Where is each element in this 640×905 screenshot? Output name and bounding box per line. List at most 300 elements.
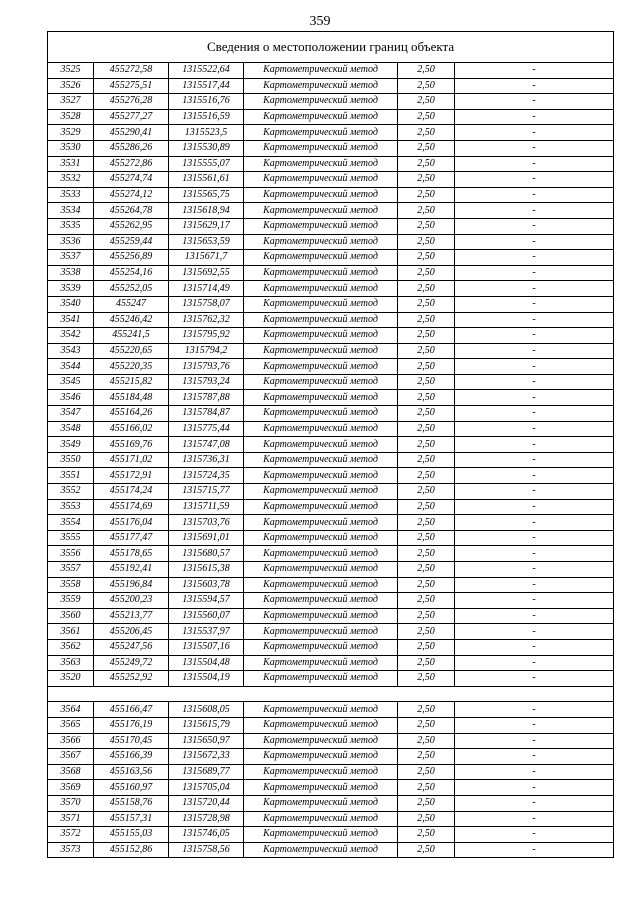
table-row [48, 608, 614, 624]
table-row [48, 639, 614, 655]
cell-description: - [455, 281, 614, 297]
cell-description: - [455, 94, 614, 110]
cell-method: Картометрический метод [244, 109, 398, 125]
cell-point-number: 3550 [48, 452, 94, 468]
cell-accuracy: 2,50 [398, 499, 455, 515]
cell-description: - [455, 437, 614, 453]
cell-method: Картометрический метод [244, 733, 398, 749]
cell-method: Картометрический метод [244, 484, 398, 500]
cell-accuracy: 2,50 [398, 250, 455, 266]
cell-description: - [455, 406, 614, 422]
cell-description: - [455, 530, 614, 546]
cell-x-coordinate: 455152,86 [94, 842, 169, 858]
cell-description: - [455, 749, 614, 765]
cell-x-coordinate: 455215,82 [94, 374, 169, 390]
cell-y-coordinate: 1315608,05 [169, 702, 244, 718]
cell-point-number: 3568 [48, 764, 94, 780]
cell-x-coordinate: 455172,91 [94, 468, 169, 484]
cell-accuracy: 2,50 [398, 717, 455, 733]
cell-x-coordinate: 455246,42 [94, 312, 169, 328]
cell-accuracy: 2,50 [398, 577, 455, 593]
cell-point-number: 3573 [48, 842, 94, 858]
table-row [48, 187, 614, 203]
table-row [48, 562, 614, 578]
cell-y-coordinate: 1315603,78 [169, 577, 244, 593]
cell-description: - [455, 218, 614, 234]
cell-y-coordinate: 1315680,57 [169, 546, 244, 562]
table-row [48, 421, 614, 437]
cell-point-number: 3533 [48, 187, 94, 203]
table-row [48, 437, 614, 453]
separator-cell [48, 686, 614, 702]
table-row [48, 811, 614, 827]
cell-x-coordinate: 455272,58 [94, 63, 169, 79]
cell-point-number: 3566 [48, 733, 94, 749]
cell-point-number: 3565 [48, 717, 94, 733]
cell-x-coordinate: 455174,24 [94, 484, 169, 500]
cell-method: Картометрический метод [244, 655, 398, 671]
cell-y-coordinate: 1315565,75 [169, 187, 244, 203]
table-row [48, 390, 614, 406]
table-row [48, 671, 614, 687]
cell-y-coordinate: 1315747,08 [169, 437, 244, 453]
cell-y-coordinate: 1315758,56 [169, 842, 244, 858]
cell-point-number: 3534 [48, 203, 94, 219]
table-row [48, 468, 614, 484]
cell-accuracy: 2,50 [398, 265, 455, 281]
cell-point-number: 3571 [48, 811, 94, 827]
cell-y-coordinate: 1315615,38 [169, 562, 244, 578]
table-row [48, 109, 614, 125]
cell-accuracy: 2,50 [398, 780, 455, 796]
cell-description: - [455, 374, 614, 390]
cell-description: - [455, 187, 614, 203]
cell-accuracy: 2,50 [398, 78, 455, 94]
cell-point-number: 3537 [48, 250, 94, 266]
cell-description: - [455, 655, 614, 671]
cell-y-coordinate: 1315516,59 [169, 109, 244, 125]
cell-method: Картометрический метод [244, 328, 398, 344]
cell-x-coordinate: 455274,74 [94, 172, 169, 188]
cell-method: Картометрический метод [244, 296, 398, 312]
cell-method: Картометрический метод [244, 811, 398, 827]
table-row [48, 78, 614, 94]
table-row [48, 733, 614, 749]
cell-accuracy: 2,50 [398, 406, 455, 422]
cell-description: - [455, 515, 614, 531]
cell-point-number: 3570 [48, 795, 94, 811]
cell-y-coordinate: 1315728,98 [169, 811, 244, 827]
cell-x-coordinate: 455170,45 [94, 733, 169, 749]
cell-point-number: 3555 [48, 530, 94, 546]
cell-x-coordinate: 455241,5 [94, 328, 169, 344]
cell-y-coordinate: 1315736,31 [169, 452, 244, 468]
cell-method: Картометрический метод [244, 125, 398, 141]
table-row [48, 484, 614, 500]
cell-y-coordinate: 1315629,17 [169, 218, 244, 234]
cell-point-number: 3525 [48, 63, 94, 79]
cell-y-coordinate: 1315793,76 [169, 359, 244, 375]
cell-method: Картометрический метод [244, 359, 398, 375]
cell-method: Картометрический метод [244, 218, 398, 234]
cell-description: - [455, 780, 614, 796]
cell-y-coordinate: 1315504,48 [169, 655, 244, 671]
cell-y-coordinate: 1315615,79 [169, 717, 244, 733]
table-row [48, 702, 614, 718]
cell-method: Картометрический метод [244, 562, 398, 578]
cell-description: - [455, 140, 614, 156]
cell-description: - [455, 296, 614, 312]
cell-x-coordinate: 455160,97 [94, 780, 169, 796]
cell-method: Картометрический метод [244, 234, 398, 250]
table-row [48, 281, 614, 297]
cell-y-coordinate: 1315784,87 [169, 406, 244, 422]
table-row [48, 764, 614, 780]
cell-point-number: 3548 [48, 421, 94, 437]
cell-point-number: 3569 [48, 780, 94, 796]
table-row [48, 125, 614, 141]
cell-method: Картометрический метод [244, 530, 398, 546]
cell-description: - [455, 593, 614, 609]
cell-method: Картометрический метод [244, 94, 398, 110]
cell-accuracy: 2,50 [398, 234, 455, 250]
cell-method: Картометрический метод [244, 140, 398, 156]
cell-x-coordinate: 455220,65 [94, 343, 169, 359]
cell-point-number: 3552 [48, 484, 94, 500]
cell-x-coordinate: 455259,44 [94, 234, 169, 250]
cell-point-number: 3544 [48, 359, 94, 375]
cell-description: - [455, 499, 614, 515]
cell-point-number: 3572 [48, 827, 94, 843]
cell-description: - [455, 156, 614, 172]
cell-y-coordinate: 1315794,2 [169, 343, 244, 359]
table-row [48, 795, 614, 811]
cell-accuracy: 2,50 [398, 156, 455, 172]
cell-point-number: 3561 [48, 624, 94, 640]
cell-accuracy: 2,50 [398, 328, 455, 344]
cell-x-coordinate: 455252,92 [94, 671, 169, 687]
table-row [48, 717, 614, 733]
cell-accuracy: 2,50 [398, 468, 455, 484]
cell-y-coordinate: 1315703,76 [169, 515, 244, 531]
cell-y-coordinate: 1315714,49 [169, 281, 244, 297]
cell-x-coordinate: 455164,26 [94, 406, 169, 422]
cell-accuracy: 2,50 [398, 343, 455, 359]
cell-description: - [455, 265, 614, 281]
cell-method: Картометрический метод [244, 172, 398, 188]
cell-accuracy: 2,50 [398, 795, 455, 811]
cell-accuracy: 2,50 [398, 749, 455, 765]
cell-y-coordinate: 1315537,97 [169, 624, 244, 640]
cell-method: Картометрический метод [244, 63, 398, 79]
cell-accuracy: 2,50 [398, 827, 455, 843]
cell-description: - [455, 811, 614, 827]
table-row [48, 780, 614, 796]
cell-x-coordinate: 455220,35 [94, 359, 169, 375]
cell-method: Картометрический метод [244, 593, 398, 609]
cell-accuracy: 2,50 [398, 671, 455, 687]
table-row [48, 842, 614, 858]
cell-y-coordinate: 1315762,32 [169, 312, 244, 328]
cell-method: Картометрический метод [244, 452, 398, 468]
cell-point-number: 3559 [48, 593, 94, 609]
cell-description: - [455, 608, 614, 624]
cell-accuracy: 2,50 [398, 203, 455, 219]
cell-description: - [455, 468, 614, 484]
cell-y-coordinate: 1315793,24 [169, 374, 244, 390]
cell-x-coordinate: 455176,19 [94, 717, 169, 733]
cell-description: - [455, 172, 614, 188]
cell-y-coordinate: 1315720,44 [169, 795, 244, 811]
table-row [48, 624, 614, 640]
cell-accuracy: 2,50 [398, 125, 455, 141]
cell-description: - [455, 717, 614, 733]
cell-x-coordinate: 455247 [94, 296, 169, 312]
cell-method: Картометрический метод [244, 421, 398, 437]
cell-method: Картометрический метод [244, 702, 398, 718]
cell-x-coordinate: 455200,23 [94, 593, 169, 609]
cell-accuracy: 2,50 [398, 484, 455, 500]
cell-description: - [455, 562, 614, 578]
cell-method: Картометрический метод [244, 795, 398, 811]
cell-method: Картометрический метод [244, 624, 398, 640]
cell-x-coordinate: 455290,41 [94, 125, 169, 141]
cell-description: - [455, 546, 614, 562]
cell-y-coordinate: 1315504,19 [169, 671, 244, 687]
cell-y-coordinate: 1315523,5 [169, 125, 244, 141]
cell-point-number: 3560 [48, 608, 94, 624]
table-row [48, 577, 614, 593]
page-number: 359 [309, 14, 331, 29]
boundary-coordinates-table [47, 31, 614, 858]
cell-method: Картометрический метод [244, 374, 398, 390]
table-row [48, 655, 614, 671]
table-row [48, 374, 614, 390]
cell-method: Картометрический метод [244, 671, 398, 687]
cell-point-number: 3540 [48, 296, 94, 312]
cell-y-coordinate: 1315795,92 [169, 328, 244, 344]
cell-method: Картометрический метод [244, 203, 398, 219]
cell-description: - [455, 842, 614, 858]
cell-accuracy: 2,50 [398, 218, 455, 234]
cell-method: Картометрический метод [244, 437, 398, 453]
table-row [48, 265, 614, 281]
cell-y-coordinate: 1315516,76 [169, 94, 244, 110]
table-row [48, 203, 614, 219]
cell-point-number: 3547 [48, 406, 94, 422]
cell-x-coordinate: 455171,02 [94, 452, 169, 468]
cell-accuracy: 2,50 [398, 374, 455, 390]
table-title-row [48, 32, 614, 63]
cell-x-coordinate: 455196,84 [94, 577, 169, 593]
cell-description: - [455, 312, 614, 328]
cell-point-number: 3535 [48, 218, 94, 234]
cell-description: - [455, 343, 614, 359]
table-row [48, 406, 614, 422]
cell-description: - [455, 359, 614, 375]
cell-accuracy: 2,50 [398, 546, 455, 562]
table-row [48, 140, 614, 156]
cell-accuracy: 2,50 [398, 296, 455, 312]
cell-method: Картометрический метод [244, 608, 398, 624]
cell-x-coordinate: 455192,41 [94, 562, 169, 578]
cell-description: - [455, 78, 614, 94]
cell-method: Картометрический метод [244, 764, 398, 780]
cell-description: - [455, 764, 614, 780]
cell-x-coordinate: 455262,95 [94, 218, 169, 234]
cell-x-coordinate: 455286,26 [94, 140, 169, 156]
separator-row [48, 686, 614, 702]
cell-method: Картометрический метод [244, 749, 398, 765]
cell-description: - [455, 109, 614, 125]
cell-x-coordinate: 455276,28 [94, 94, 169, 110]
cell-x-coordinate: 455252,05 [94, 281, 169, 297]
cell-x-coordinate: 455174,69 [94, 499, 169, 515]
cell-x-coordinate: 455249,72 [94, 655, 169, 671]
cell-point-number: 3557 [48, 562, 94, 578]
table-row [48, 156, 614, 172]
cell-point-number: 3528 [48, 109, 94, 125]
cell-y-coordinate: 1315758,07 [169, 296, 244, 312]
cell-point-number: 3532 [48, 172, 94, 188]
cell-description: - [455, 203, 614, 219]
cell-description: - [455, 250, 614, 266]
cell-method: Картометрический метод [244, 343, 398, 359]
table-row [48, 343, 614, 359]
cell-description: - [455, 577, 614, 593]
cell-point-number: 3543 [48, 343, 94, 359]
table-row [48, 452, 614, 468]
cell-accuracy: 2,50 [398, 421, 455, 437]
cell-method: Картометрический метод [244, 156, 398, 172]
cell-accuracy: 2,50 [398, 733, 455, 749]
cell-point-number: 3551 [48, 468, 94, 484]
cell-accuracy: 2,50 [398, 624, 455, 640]
cell-accuracy: 2,50 [398, 452, 455, 468]
cell-method: Картометрический метод [244, 780, 398, 796]
cell-y-coordinate: 1315560,07 [169, 608, 244, 624]
cell-accuracy: 2,50 [398, 530, 455, 546]
cell-method: Картометрический метод [244, 312, 398, 328]
cell-accuracy: 2,50 [398, 140, 455, 156]
cell-point-number: 3536 [48, 234, 94, 250]
cell-y-coordinate: 1315530,89 [169, 140, 244, 156]
cell-y-coordinate: 1315689,77 [169, 764, 244, 780]
cell-x-coordinate: 455275,51 [94, 78, 169, 94]
cell-method: Картометрический метод [244, 515, 398, 531]
cell-method: Картометрический метод [244, 577, 398, 593]
cell-accuracy: 2,50 [398, 515, 455, 531]
cell-method: Картометрический метод [244, 390, 398, 406]
table-row [48, 63, 614, 79]
cell-y-coordinate: 1315618,94 [169, 203, 244, 219]
cell-x-coordinate: 455254,16 [94, 265, 169, 281]
cell-y-coordinate: 1315671,7 [169, 250, 244, 266]
cell-description: - [455, 733, 614, 749]
cell-point-number: 3554 [48, 515, 94, 531]
cell-accuracy: 2,50 [398, 593, 455, 609]
cell-accuracy: 2,50 [398, 562, 455, 578]
cell-method: Картометрический метод [244, 639, 398, 655]
cell-x-coordinate: 455272,86 [94, 156, 169, 172]
cell-x-coordinate: 455256,89 [94, 250, 169, 266]
cell-y-coordinate: 1315787,88 [169, 390, 244, 406]
cell-method: Картометрический метод [244, 499, 398, 515]
cell-description: - [455, 125, 614, 141]
cell-y-coordinate: 1315517,44 [169, 78, 244, 94]
cell-accuracy: 2,50 [398, 94, 455, 110]
table-row [48, 359, 614, 375]
table-row [48, 515, 614, 531]
table-row [48, 546, 614, 562]
cell-description: - [455, 624, 614, 640]
cell-description: - [455, 234, 614, 250]
cell-x-coordinate: 455166,02 [94, 421, 169, 437]
cell-method: Картометрический метод [244, 827, 398, 843]
cell-point-number: 3526 [48, 78, 94, 94]
cell-description: - [455, 421, 614, 437]
cell-point-number: 3558 [48, 577, 94, 593]
cell-accuracy: 2,50 [398, 63, 455, 79]
table-row [48, 296, 614, 312]
cell-x-coordinate: 455178,65 [94, 546, 169, 562]
table-row [48, 172, 614, 188]
cell-description: - [455, 671, 614, 687]
cell-accuracy: 2,50 [398, 811, 455, 827]
cell-point-number: 3520 [48, 671, 94, 687]
cell-y-coordinate: 1315775,44 [169, 421, 244, 437]
cell-point-number: 3546 [48, 390, 94, 406]
cell-method: Картометрический метод [244, 842, 398, 858]
cell-accuracy: 2,50 [398, 312, 455, 328]
cell-point-number: 3531 [48, 156, 94, 172]
cell-method: Картометрический метод [244, 406, 398, 422]
cell-point-number: 3539 [48, 281, 94, 297]
cell-method: Картометрический метод [244, 187, 398, 203]
cell-x-coordinate: 455169,76 [94, 437, 169, 453]
cell-accuracy: 2,50 [398, 702, 455, 718]
cell-y-coordinate: 1315711,59 [169, 499, 244, 515]
cell-description: - [455, 702, 614, 718]
cell-x-coordinate: 455213,77 [94, 608, 169, 624]
cell-description: - [455, 390, 614, 406]
cell-point-number: 3527 [48, 94, 94, 110]
cell-y-coordinate: 1315691,01 [169, 530, 244, 546]
cell-point-number: 3538 [48, 265, 94, 281]
table-row [48, 312, 614, 328]
cell-point-number: 3556 [48, 546, 94, 562]
cell-x-coordinate: 455206,45 [94, 624, 169, 640]
cell-accuracy: 2,50 [398, 172, 455, 188]
cell-point-number: 3542 [48, 328, 94, 344]
cell-x-coordinate: 455247,56 [94, 639, 169, 655]
cell-x-coordinate: 455274,12 [94, 187, 169, 203]
cell-y-coordinate: 1315561,61 [169, 172, 244, 188]
cell-accuracy: 2,50 [398, 437, 455, 453]
cell-y-coordinate: 1315672,33 [169, 749, 244, 765]
cell-method: Картометрический метод [244, 250, 398, 266]
cell-point-number: 3530 [48, 140, 94, 156]
cell-x-coordinate: 455166,39 [94, 749, 169, 765]
cell-point-number: 3545 [48, 374, 94, 390]
cell-y-coordinate: 1315522,64 [169, 63, 244, 79]
cell-y-coordinate: 1315650,97 [169, 733, 244, 749]
cell-description: - [455, 63, 614, 79]
cell-x-coordinate: 455264,78 [94, 203, 169, 219]
cell-accuracy: 2,50 [398, 359, 455, 375]
cell-point-number: 3564 [48, 702, 94, 718]
cell-accuracy: 2,50 [398, 842, 455, 858]
